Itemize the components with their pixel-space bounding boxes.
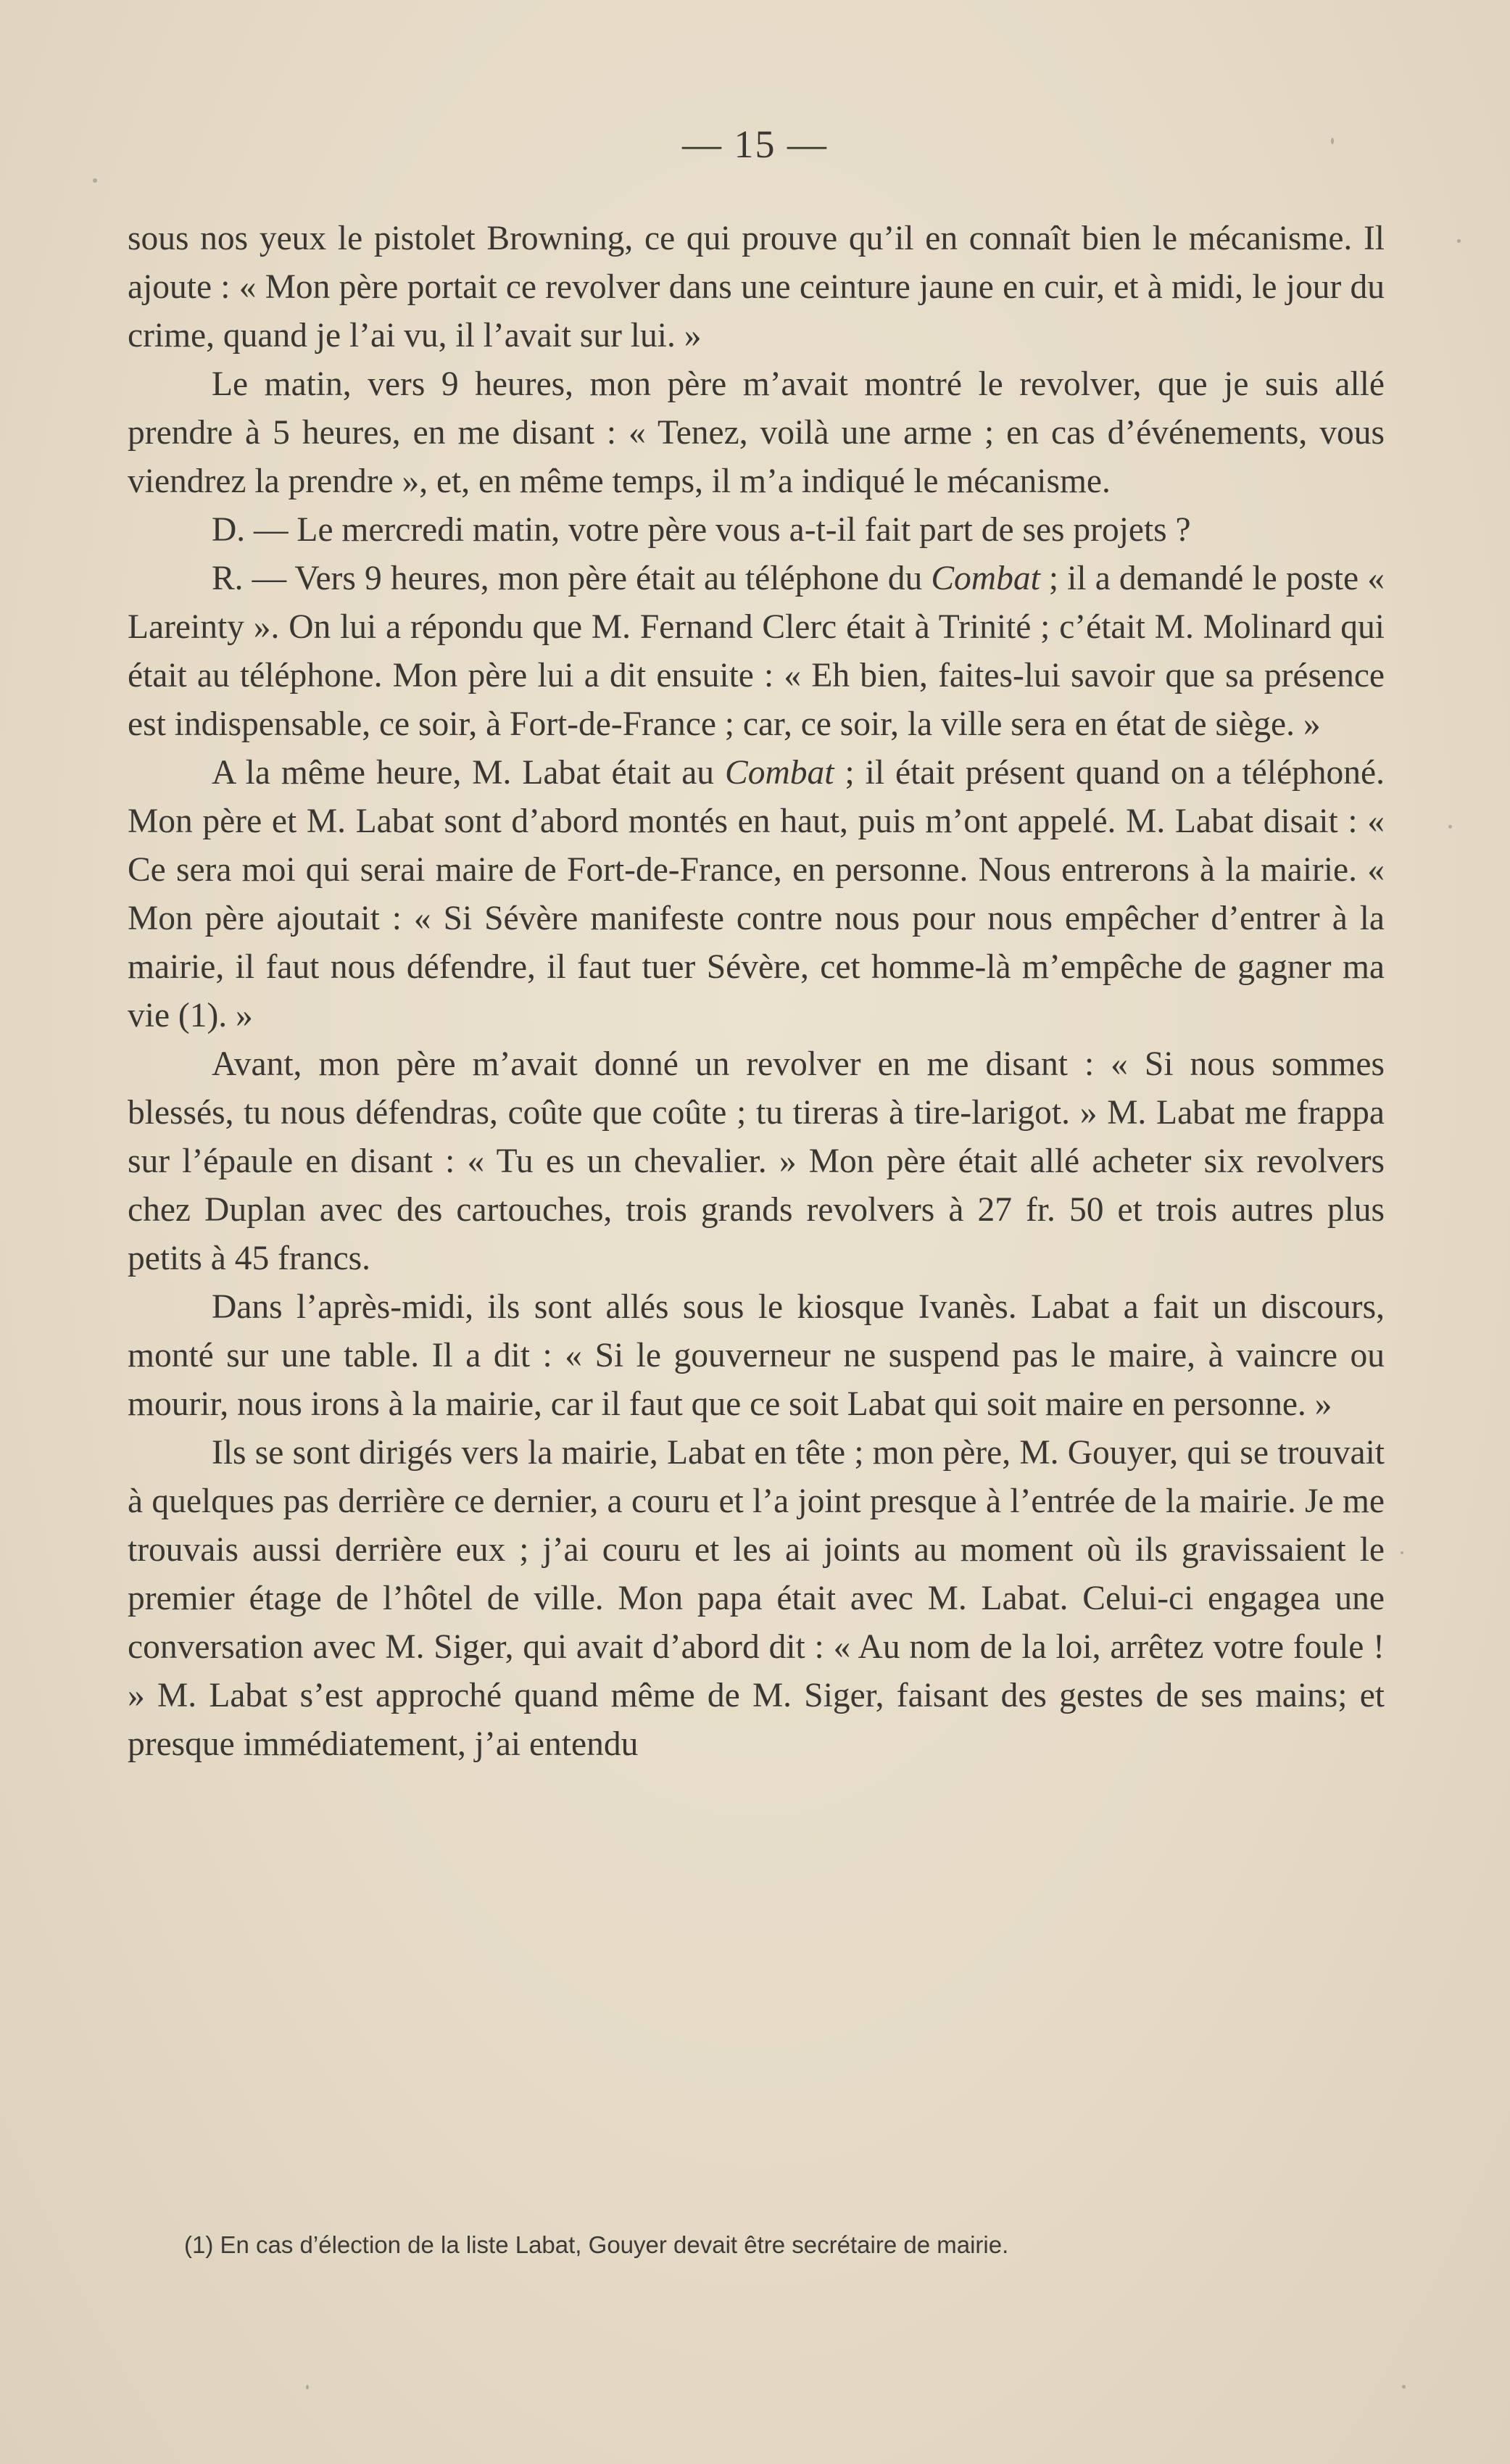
paragraph: sous nos yeux le pistolet Browning, ce qui prouve qu’il en connaît bien le mécanisme. Il ajoute : « Mon père portait ce revolver dans une ceinture jaune en cuir, et à midi, le jour du crime, quand je l’ai vu, il l’avait sur lui. »	[128, 220, 1385, 354]
newspaper-title: Combat	[931, 560, 1040, 597]
paragraph: A la même heure, M. Labat était au Combat ; il était présent quand on a téléphoné. Mon père et M. Labat sont d’abord montés en haut, puis m’ont appelé. M. Labat disait : « Ce sera moi qui serai maire de Fort-de-France, en personne. Nous entrerons à la mairie. « Mon père ajoutait : « Si Sévère manifeste contre nous pour nous empêcher d’entrer à la mairie, il faut nous défendre, il faut tuer Sévère, cet homme-là m’empêche de gagner ma vie (1). »	[128, 754, 1385, 1034]
paper-speck	[1448, 825, 1452, 829]
paper-speck	[1457, 239, 1461, 243]
paragraph: Dans l’après-midi, ils sont allés sous le kiosque Ivanès. Labat a fait un discours, monté sur une table. Il a dit : « Si le gouverneur ne suspend pas le maire, à vaincre ou mourir, nous irons à la mairie, car il faut que ce soit Labat qui soit maire en personne. »	[128, 1288, 1385, 1423]
paragraph: R. — Vers 9 heures, mon père était au téléphone du Combat ; il a demandé le poste « Lareinty ». On lui a répondu que M. Fernand Clerc était à Trinité ; c’était M. Molinard qui était au téléphone. Mon père lui a dit ensuite : « Eh bien, faites-lui savoir que sa présence est indispensable, ce soir, à Fort-de-France ; car, ce soir, la ville sera en état de siège. »	[128, 560, 1385, 743]
newspaper-title: Combat	[725, 754, 834, 792]
page-number: — 15 —	[682, 123, 828, 166]
paper-speck	[306, 2385, 309, 2389]
body-text	[128, 215, 1385, 1769]
paper-speck	[93, 178, 97, 183]
paper-speck	[1402, 2385, 1406, 2389]
paragraph: D. — Le mercredi matin, votre père vous a-t-il fait part de ses projets ?	[212, 511, 1191, 549]
paragraph: Ils se sont dirigés vers la mairie, Labat en tête ; mon père, M. Gouyer, qui se trouvait à quelques pas derrière ce dernier, a couru et l’a joint presque à l’entrée de la mairie. Je me trouvais aussi derrière eux ; j’ai couru et les ai joints au moment où ils gravissaient le premier étage de l’hôtel de ville. Mon papa était avec M. Labat. Celui-ci engagea une conversation avec M. Siger, qui avait d’abord dit : « Au nom de la loi, arrêtez votre foule ! » M. Labat s’est approché quand même de M. Siger, faisant des gestes de ses mains; et presque immédiatement, j’ai entendu	[128, 1434, 1385, 1763]
footnote: (1) En cas d’élection de la liste Labat, Gouyer devait être secrétaire de mairie.	[184, 2231, 1009, 2258]
paper-speck	[1401, 1551, 1403, 1554]
paper-speck	[1331, 138, 1334, 144]
paragraph: Avant, mon père m’avait donné un revolver en me disant : « Si nous sommes blessés, tu nous défendras, coûte que coûte ; tu tireras à tire-larigot. » M. Labat me frappa sur l’épaule en disant : « Tu es un chevalier. » Mon père était allé acheter six revolvers chez Duplan avec des cartouches, trois grands revolvers à 27 fr. 50 et trois autres plus petits à 45 francs.	[128, 1045, 1385, 1277]
paragraph: Le matin, vers 9 heures, mon père m’avait montré le revolver, que je suis allé prendre à 5 heures, en me disant : « Tenez, voilà une arme ; en cas d’événements, vous viendrez la prendre », et, en même temps, il m’a indiqué le mécanisme.	[128, 365, 1385, 500]
